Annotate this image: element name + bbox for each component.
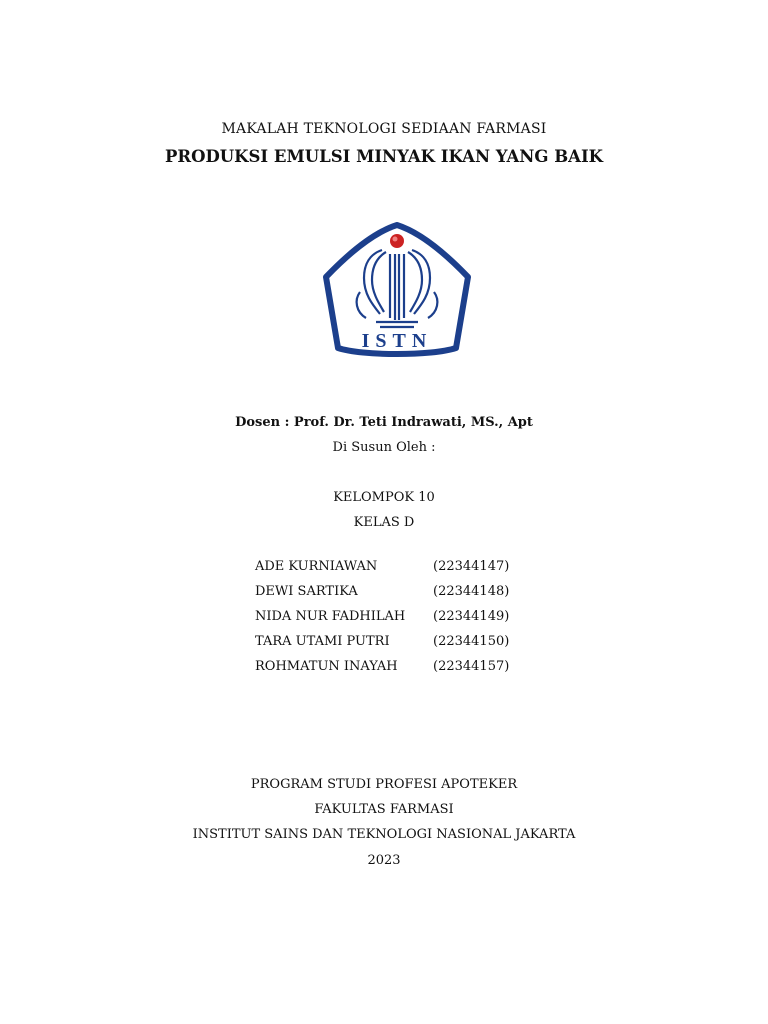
member-name: ROHMATUN INAYAH — [255, 659, 398, 674]
kelompok-label: KELOMPOK 10 — [333, 490, 435, 505]
member-list — [255, 558, 509, 683]
member-name: ADE KURNIAWAN — [255, 559, 378, 574]
kelas-label: KELAS D — [353, 515, 415, 530]
member-row — [255, 558, 509, 583]
member-id: (22344147) — [433, 559, 510, 574]
member-id: (22344150) — [433, 634, 510, 649]
member-row — [255, 608, 509, 633]
member-row — [255, 658, 509, 683]
dosen-line: Dosen : Prof. Dr. Teti Indrawati, MS., Apt — [235, 415, 533, 430]
member-row — [255, 583, 509, 608]
member-id: (22344149) — [433, 609, 510, 624]
logo-text: ISTN — [361, 330, 433, 352]
year: 2023 — [367, 853, 401, 868]
member-id: (22344148) — [433, 584, 510, 599]
member-row — [255, 633, 509, 658]
member-id: (22344157) — [433, 659, 510, 674]
institut: INSTITUT SAINS DAN TEKNOLOGI NASIONAL JAKARTA — [192, 827, 576, 842]
member-name: TARA UTAMI PUTRI — [255, 634, 390, 649]
document-subtitle: MAKALAH TEKNOLOGI SEDIAAN FARMASI — [221, 121, 547, 137]
document-title: PRODUKSI EMULSI MINYAK IKAN YANG BAIK — [164, 147, 604, 166]
member-name: DEWI SARTIKA — [255, 584, 358, 599]
member-name: NIDA NUR FADHILAH — [255, 609, 406, 624]
program-studi: PROGRAM STUDI PROFESI APOTEKER — [250, 777, 518, 792]
istn-logo-icon — [320, 222, 474, 362]
fakultas: FAKULTAS FARMASI — [314, 802, 454, 817]
disusun-oleh-label: Di Susun Oleh : — [332, 440, 436, 455]
